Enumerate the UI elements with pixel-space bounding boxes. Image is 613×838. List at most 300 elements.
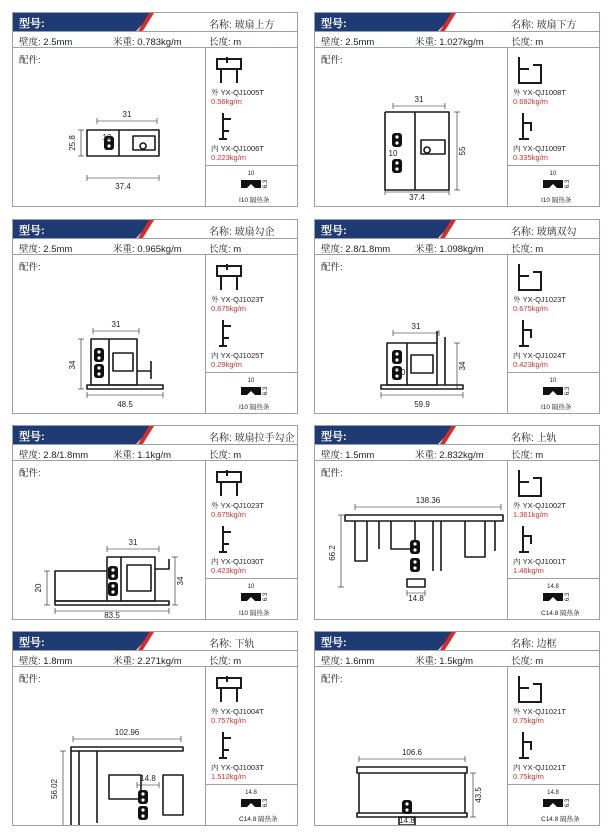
strip-hole bbox=[107, 144, 110, 147]
part-code: 内 YX-QJ1030T bbox=[211, 557, 264, 566]
part-profile bbox=[519, 676, 541, 702]
strip-height: 6.3 bbox=[263, 179, 269, 189]
strip-hole bbox=[405, 802, 408, 805]
weight-prefix: 米重: bbox=[415, 450, 440, 461]
weight-prefix: 米重: bbox=[113, 656, 138, 667]
strip-hole bbox=[395, 167, 398, 170]
spec-row bbox=[13, 31, 297, 48]
part-thumbnail bbox=[207, 466, 251, 500]
profile-outline bbox=[119, 130, 155, 156]
model-label: 型号: bbox=[19, 431, 45, 443]
part-label bbox=[211, 557, 264, 575]
strip-shape bbox=[543, 799, 563, 807]
strip-hole bbox=[111, 584, 114, 587]
meter-weight bbox=[113, 447, 171, 461]
strip-hole bbox=[413, 542, 416, 545]
part-code: 内 YX-QJ1009T bbox=[513, 144, 566, 153]
part-profile bbox=[519, 113, 531, 139]
product-name bbox=[209, 635, 255, 650]
dimension-label: 10 bbox=[396, 368, 406, 377]
dimension-label: 43.5 bbox=[474, 787, 483, 803]
divider bbox=[205, 461, 206, 619]
profile-card bbox=[12, 219, 298, 414]
strip-label: I10 隔热条 bbox=[541, 197, 572, 204]
strip-height: 6.3 bbox=[263, 592, 269, 602]
weight-value: 1.5kg/m bbox=[439, 656, 474, 667]
profile-outline bbox=[381, 385, 463, 389]
part-profile bbox=[519, 526, 531, 552]
thickness-prefix: 壁度: bbox=[19, 656, 44, 667]
strip-hole bbox=[97, 372, 100, 375]
part-thumbnail bbox=[509, 316, 553, 350]
dimension-label: 66.2 bbox=[328, 545, 337, 561]
strip-label: I10 隔热条 bbox=[239, 404, 270, 411]
thermal-break-strip bbox=[94, 348, 104, 362]
strip-label: I10 隔热条 bbox=[239, 610, 270, 617]
dimension-label: 37.4 bbox=[409, 193, 425, 202]
strip-shape bbox=[543, 593, 563, 601]
spec-row bbox=[315, 650, 599, 667]
strip-hole bbox=[395, 141, 398, 144]
strip-hole bbox=[395, 358, 398, 361]
cross-section-drawing bbox=[315, 667, 507, 825]
name-prefix: 名称: bbox=[209, 639, 235, 650]
divider bbox=[205, 667, 206, 825]
strip-height: 6.3 bbox=[565, 592, 571, 602]
divider bbox=[205, 784, 298, 785]
part-weight: 1.46kg/m bbox=[513, 566, 544, 575]
strip-width: 14.8 bbox=[245, 790, 257, 796]
name-value: 玻璃双勾 bbox=[536, 227, 577, 238]
dimension-label: 55 bbox=[458, 146, 467, 156]
name-prefix: 名称: bbox=[209, 433, 235, 444]
divider bbox=[507, 578, 600, 579]
name-value: 玻扇上方 bbox=[234, 20, 275, 31]
name-prefix: 名称: bbox=[209, 20, 235, 31]
part-profile bbox=[519, 470, 541, 496]
strip-hole bbox=[97, 366, 100, 369]
thermal-break-strip bbox=[94, 364, 104, 378]
profile-card bbox=[12, 12, 298, 207]
accessories-label: 配件: bbox=[321, 55, 343, 66]
card-header bbox=[315, 426, 599, 444]
thermal-break-strip bbox=[108, 582, 118, 596]
part-code: 外 YX-QJ1002T bbox=[513, 501, 566, 510]
part-weight: 0.223kg/m bbox=[211, 153, 247, 162]
thickness-value: 2.5mm bbox=[43, 37, 73, 48]
name-prefix: 名称: bbox=[511, 639, 537, 650]
dimension-label: 34 bbox=[68, 360, 77, 370]
divider bbox=[205, 578, 298, 579]
card-header bbox=[315, 220, 599, 238]
divider bbox=[205, 165, 298, 166]
dimension-label: 59.9 bbox=[414, 400, 430, 409]
strip-hole bbox=[141, 792, 144, 795]
part-label bbox=[211, 707, 264, 725]
dimension-label: 138.36 bbox=[415, 496, 441, 505]
strip-label: C14.8 隔热条 bbox=[239, 816, 278, 823]
strip-shape bbox=[543, 180, 563, 188]
weight-prefix: 米重: bbox=[113, 244, 138, 255]
card-header bbox=[13, 426, 297, 444]
part-label bbox=[513, 351, 566, 369]
part-profile bbox=[217, 57, 241, 83]
part-code: 外 YX-QJ1008T bbox=[513, 88, 566, 97]
part-code: 外 YX-QJ1023T bbox=[513, 295, 566, 304]
model-label: 型号: bbox=[19, 637, 45, 649]
part-label bbox=[513, 144, 566, 162]
thickness-prefix: 壁度: bbox=[321, 450, 346, 461]
length-label: 长度: m bbox=[209, 244, 242, 255]
part-code: 外 YX-QJ1005T bbox=[211, 88, 264, 97]
part-code: 内 YX-QJ1003T bbox=[211, 763, 264, 772]
product-name bbox=[511, 429, 557, 444]
strip-width: 10 bbox=[549, 171, 557, 177]
model-label: 型号: bbox=[321, 431, 347, 443]
divider bbox=[507, 255, 508, 413]
weight-prefix: 米重: bbox=[415, 37, 440, 48]
part-label bbox=[211, 351, 264, 369]
part-thumbnail bbox=[509, 672, 553, 706]
part-profile bbox=[219, 732, 231, 758]
thermal-strip-drawing bbox=[539, 168, 579, 194]
divider bbox=[507, 461, 508, 619]
strip-hole bbox=[395, 352, 398, 355]
profile-outline bbox=[71, 747, 185, 825]
name-value: 玻扇拉手勾企 bbox=[234, 433, 295, 444]
accessories-label: 配件: bbox=[19, 262, 41, 273]
part-thumbnail bbox=[207, 109, 251, 143]
wall-thickness bbox=[19, 241, 72, 255]
strip-height: 6.3 bbox=[263, 798, 269, 808]
thickness-value: 1.5mm bbox=[345, 450, 375, 461]
part-label bbox=[513, 88, 566, 106]
accessories-label: 配件: bbox=[19, 674, 41, 685]
strip-width: 10 bbox=[247, 171, 255, 177]
part-weight: 0.423kg/m bbox=[513, 360, 549, 369]
cross-section-drawing bbox=[13, 461, 205, 619]
thermal-strip-drawing bbox=[237, 787, 277, 813]
divider bbox=[507, 48, 508, 206]
strip-height: 6.3 bbox=[565, 179, 571, 189]
part-thumbnail bbox=[509, 109, 553, 143]
wall-thickness bbox=[321, 34, 374, 48]
strip-shape bbox=[543, 387, 563, 395]
model-label: 型号: bbox=[321, 18, 347, 30]
part-code: 内 YX-QJ1021T bbox=[513, 763, 566, 772]
part-profile bbox=[217, 676, 241, 702]
thermal-strip-drawing bbox=[539, 375, 579, 401]
part-code: 外 YX-QJ1021T bbox=[513, 707, 566, 716]
part-weight: 0.75kg/m bbox=[513, 772, 544, 781]
dimension-label: 10 bbox=[102, 133, 112, 142]
thickness-value: 2.8/1.8mm bbox=[345, 244, 391, 255]
card-header bbox=[13, 220, 297, 238]
dimension-label: 106.6 bbox=[401, 748, 423, 757]
strip-hole bbox=[141, 814, 144, 817]
profile-outline bbox=[345, 515, 503, 571]
weight-value: 1.098kg/m bbox=[439, 244, 484, 255]
part-profile bbox=[519, 264, 541, 290]
part-weight: 0.757kg/m bbox=[211, 716, 247, 725]
thickness-prefix: 壁度: bbox=[321, 244, 346, 255]
part-label bbox=[211, 144, 264, 162]
strip-hole bbox=[141, 798, 144, 801]
thermal-break-strip bbox=[392, 159, 402, 173]
weight-prefix: 米重: bbox=[415, 244, 440, 255]
model-label: 型号: bbox=[19, 225, 45, 237]
thermal-break-strip bbox=[108, 566, 118, 580]
strip-label: I10 隔热条 bbox=[239, 197, 270, 204]
part-code: 外 YX-QJ1023T bbox=[211, 501, 264, 510]
weight-prefix: 米重: bbox=[113, 37, 138, 48]
part-profile bbox=[217, 470, 241, 496]
part-thumbnail bbox=[207, 260, 251, 294]
accessories-label: 配件: bbox=[19, 468, 41, 479]
length-label: 长度: m bbox=[511, 656, 544, 667]
divider bbox=[205, 372, 298, 373]
weight-value: 0.965kg/m bbox=[137, 244, 182, 255]
part-thumbnail bbox=[509, 260, 553, 294]
accessories-label: 配件: bbox=[321, 468, 343, 479]
profile-card bbox=[12, 631, 298, 826]
model-label: 型号: bbox=[19, 18, 45, 30]
spec-row bbox=[13, 650, 297, 667]
part-code: 内 YX-QJ1025T bbox=[211, 351, 264, 360]
meter-weight bbox=[113, 34, 182, 48]
accessories-label: 配件: bbox=[321, 262, 343, 273]
strip-shape bbox=[241, 387, 261, 395]
part-thumbnail bbox=[509, 522, 553, 556]
cross-section-drawing bbox=[315, 48, 507, 206]
accessories-label: 配件: bbox=[321, 674, 343, 685]
cross-section-drawing bbox=[315, 255, 507, 413]
cross-section-drawing bbox=[13, 667, 205, 825]
strip-label: C14.8 隔热条 bbox=[541, 610, 580, 617]
part-weight: 1.512kg/m bbox=[211, 772, 247, 781]
dimension-label: 34 bbox=[458, 361, 467, 371]
strip-hole bbox=[111, 568, 114, 571]
part-label bbox=[211, 295, 264, 313]
strip-height: 6.3 bbox=[565, 798, 571, 808]
profile-outline bbox=[87, 130, 159, 156]
strip-shape bbox=[241, 593, 261, 601]
part-thumbnail bbox=[207, 672, 251, 706]
divider bbox=[205, 255, 206, 413]
cross-section-drawing bbox=[13, 255, 205, 413]
weight-value: 2.832kg/m bbox=[439, 450, 484, 461]
meter-weight bbox=[415, 241, 484, 255]
strip-shape bbox=[241, 180, 261, 188]
part-label bbox=[513, 557, 566, 575]
part-code: 外 YX-QJ1004T bbox=[211, 707, 264, 716]
thermal-break-strip bbox=[138, 806, 148, 820]
length-label: 长度: m bbox=[511, 450, 544, 461]
part-thumbnail bbox=[207, 522, 251, 556]
weight-value: 0.783kg/m bbox=[137, 37, 182, 48]
divider bbox=[507, 784, 600, 785]
product-name bbox=[209, 429, 295, 444]
length-label: 长度: m bbox=[209, 37, 242, 48]
part-label bbox=[211, 501, 264, 519]
strip-hole bbox=[395, 135, 398, 138]
part-label bbox=[513, 707, 566, 725]
spec-row bbox=[315, 31, 599, 48]
length-label: 长度: m bbox=[209, 656, 242, 667]
strip-height: 6.3 bbox=[565, 386, 571, 396]
accessories-label: 配件: bbox=[19, 55, 41, 66]
part-profile bbox=[219, 113, 231, 139]
thermal-strip-drawing bbox=[237, 581, 277, 607]
dimension-label: 31 bbox=[414, 95, 424, 104]
product-name bbox=[511, 223, 577, 238]
card-header bbox=[13, 632, 297, 650]
thickness-prefix: 壁度: bbox=[321, 37, 346, 48]
thickness-value: 2.8/1.8mm bbox=[43, 450, 89, 461]
part-profile bbox=[219, 526, 231, 552]
thermal-strip-drawing bbox=[539, 787, 579, 813]
weight-prefix: 米重: bbox=[113, 450, 138, 461]
name-value: 玻扇勾企 bbox=[234, 227, 275, 238]
profile-card bbox=[314, 631, 600, 826]
dimension-label: 31 bbox=[411, 322, 421, 331]
name-value: 边框 bbox=[536, 639, 557, 650]
cross-section-drawing bbox=[13, 48, 205, 206]
dimension-label: 20 bbox=[34, 583, 43, 593]
dimension-label: 102.96 bbox=[114, 728, 140, 737]
strip-hole bbox=[97, 350, 100, 353]
name-value: 下轨 bbox=[234, 639, 255, 650]
part-thumbnail bbox=[509, 466, 553, 500]
weight-value: 1.027kg/m bbox=[439, 37, 484, 48]
dimension-label: 10 bbox=[388, 149, 398, 158]
strip-width: 14.8 bbox=[547, 584, 559, 590]
part-profile bbox=[519, 57, 541, 83]
profile-card bbox=[314, 425, 600, 620]
thermal-break-strip bbox=[138, 790, 148, 804]
profile-card bbox=[12, 425, 298, 620]
dimension-label: 14.8 bbox=[408, 594, 424, 603]
spec-row bbox=[315, 444, 599, 461]
wall-thickness bbox=[321, 447, 374, 461]
part-weight: 0.75kg/m bbox=[513, 716, 544, 725]
thickness-prefix: 壁度: bbox=[19, 450, 44, 461]
strip-width: 14.8 bbox=[547, 790, 559, 796]
dimension-label: 48.5 bbox=[117, 400, 133, 409]
dimension-label: 31 bbox=[122, 110, 132, 119]
dimension-label: 34 bbox=[176, 576, 185, 586]
meter-weight bbox=[113, 653, 182, 667]
strip-width: 10 bbox=[247, 378, 255, 384]
strip-hole bbox=[395, 161, 398, 164]
part-label bbox=[211, 763, 264, 781]
strip-shape bbox=[241, 799, 261, 807]
part-weight: 1.361kg/m bbox=[513, 510, 549, 519]
spec-row bbox=[13, 238, 297, 255]
strip-width: 10 bbox=[247, 584, 255, 590]
meter-weight bbox=[415, 34, 484, 48]
name-value: 上轨 bbox=[536, 433, 557, 444]
weight-prefix: 米重: bbox=[415, 656, 440, 667]
strip-label: I10 隔热条 bbox=[541, 404, 572, 411]
part-weight: 0.423kg/m bbox=[211, 566, 247, 575]
profile-outline bbox=[407, 579, 425, 587]
meter-weight bbox=[415, 447, 484, 461]
length-label: 长度: m bbox=[511, 244, 544, 255]
part-label bbox=[211, 88, 264, 106]
part-code: 内 YX-QJ1006T bbox=[211, 144, 264, 153]
profile-outline bbox=[55, 601, 169, 605]
part-thumbnail bbox=[509, 728, 553, 762]
part-thumbnail bbox=[207, 53, 251, 87]
part-label bbox=[513, 501, 566, 519]
strip-hole bbox=[141, 808, 144, 811]
strip-hole bbox=[97, 356, 100, 359]
spec-row bbox=[315, 238, 599, 255]
dimension-label: 31 bbox=[111, 320, 121, 329]
thermal-strip-drawing bbox=[237, 375, 277, 401]
strip-hole bbox=[405, 808, 408, 811]
divider bbox=[507, 372, 600, 373]
strip-hole bbox=[413, 548, 416, 551]
length-label: 长度: m bbox=[511, 37, 544, 48]
wall-thickness bbox=[321, 653, 374, 667]
card-header bbox=[315, 13, 599, 31]
strip-height: 6.3 bbox=[263, 386, 269, 396]
wall-thickness bbox=[321, 241, 390, 255]
name-prefix: 名称: bbox=[511, 20, 537, 31]
strip-width: 10 bbox=[549, 378, 557, 384]
part-weight: 0.692kg/m bbox=[513, 97, 549, 106]
profile-card bbox=[314, 12, 600, 207]
thermal-break-strip bbox=[392, 133, 402, 147]
thickness-value: 1.6mm bbox=[345, 656, 375, 667]
thickness-prefix: 壁度: bbox=[321, 656, 346, 667]
spec-row bbox=[13, 444, 297, 461]
weight-value: 2.271kg/m bbox=[137, 656, 182, 667]
length-label: 长度: m bbox=[209, 450, 242, 461]
part-weight: 0.335kg/m bbox=[513, 153, 549, 162]
part-code: 内 YX-QJ1001T bbox=[513, 557, 566, 566]
thermal-break-strip bbox=[410, 558, 420, 572]
part-weight: 0.675kg/m bbox=[211, 510, 247, 519]
part-thumbnail bbox=[207, 316, 251, 350]
profile-outline bbox=[87, 385, 163, 389]
divider bbox=[205, 48, 206, 206]
wall-thickness bbox=[19, 34, 72, 48]
meter-weight bbox=[113, 241, 182, 255]
thermal-break-strip bbox=[402, 800, 412, 814]
meter-weight bbox=[415, 653, 473, 667]
dimension-label: 14.8 bbox=[140, 774, 156, 783]
weight-value: 1.1kg/m bbox=[137, 450, 172, 461]
part-label bbox=[513, 763, 566, 781]
thermal-strip-drawing bbox=[539, 581, 579, 607]
strip-hole bbox=[111, 574, 114, 577]
thermal-break-strip bbox=[392, 350, 402, 364]
thermal-strip-drawing bbox=[237, 168, 277, 194]
wall-thickness bbox=[19, 447, 88, 461]
dimension-label: 25.8 bbox=[68, 135, 77, 151]
part-profile bbox=[219, 320, 231, 346]
part-code: 外 YX-QJ1023T bbox=[211, 295, 264, 304]
part-profile bbox=[519, 320, 531, 346]
card-header bbox=[315, 632, 599, 650]
part-weight: 0.56kg/m bbox=[211, 97, 242, 106]
strip-hole bbox=[111, 590, 114, 593]
product-name bbox=[209, 223, 275, 238]
name-prefix: 名称: bbox=[511, 227, 537, 238]
